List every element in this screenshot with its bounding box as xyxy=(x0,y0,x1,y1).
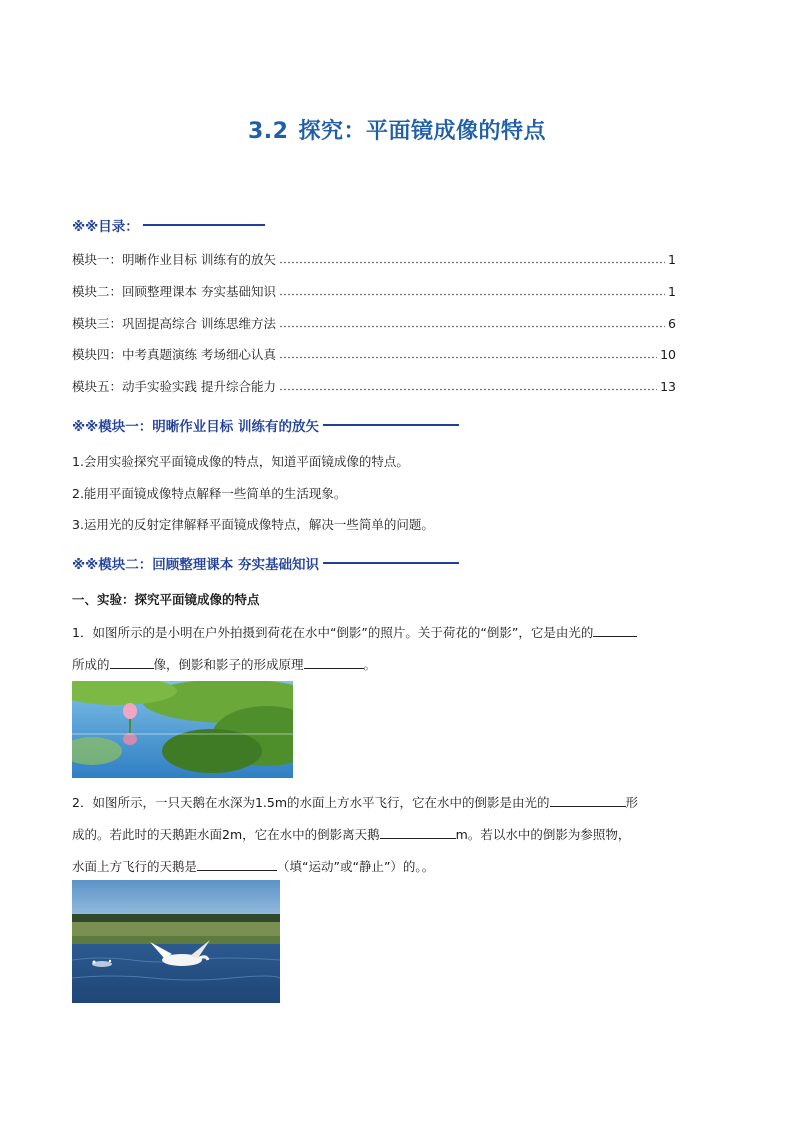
question-1-line-2 xyxy=(72,655,376,673)
toc-item-page: 1 xyxy=(668,283,676,299)
q1-text-1: 1．如图所示的是小明在户外拍摄到荷花在水中“倒影”的照片。关于荷花的“倒影”，它是由光的 xyxy=(72,625,594,640)
module2-heading-rule xyxy=(323,562,459,564)
swan-photo xyxy=(72,880,280,1003)
module2-heading xyxy=(72,553,459,573)
goal-1: 1.会用实验探究平面镜成像的特点，知道平面镜成像的特点。 xyxy=(72,454,409,469)
toc-item-3[interactable] xyxy=(72,314,676,332)
toc-item-5[interactable] xyxy=(72,377,676,395)
toc-item-label: 模块二：回顾整理课本 夯实基础知识 xyxy=(72,284,276,299)
toc-heading xyxy=(72,215,265,235)
q2-text-6: （填“运动”或“静止”）的。。 xyxy=(277,859,435,874)
q2-blank-2[interactable] xyxy=(380,826,456,839)
q2-blank-1[interactable] xyxy=(550,794,626,807)
toc-leader-dots xyxy=(279,325,665,328)
q2-text-5: 水面上方飞行的天鹅是 xyxy=(72,859,198,874)
toc-item-page: 13 xyxy=(660,378,676,394)
toc-leader-dots xyxy=(279,261,665,264)
toc-item-label: 模块四：中考真题演练 考场细心认真 xyxy=(72,347,276,362)
question-2-line-1 xyxy=(72,793,638,811)
swan-image xyxy=(72,880,280,1003)
goal-3: 3.运用光的反射定律解释平面镜成像特点，解决一些简单的问题。 xyxy=(72,517,434,532)
module1-heading-text: ※※模块一：明晰作业目标 训练有的放矢 xyxy=(72,419,319,435)
toc-item-4[interactable] xyxy=(72,345,676,363)
module2-heading-text: ※※模块二：回顾整理课本 夯实基础知识 xyxy=(72,557,319,573)
q1-text-4: 。 xyxy=(363,657,377,672)
question-2-line-2 xyxy=(72,825,630,843)
q2-text-1: 2．如图所示，一只天鹅在水深为1.5m的水面上方水平飞行，它在水中的倒影是由光的 xyxy=(72,795,550,810)
toc-item-2[interactable] xyxy=(72,282,676,300)
title-number: 3.2 xyxy=(248,119,289,144)
toc-item-1[interactable] xyxy=(72,250,676,268)
toc-leader-dots xyxy=(279,388,657,391)
toc-item-label: 模块三：巩固提高综合 训练思维方法 xyxy=(72,316,276,331)
q2-text-4: m。若以水中的倒影为参照物， xyxy=(455,827,631,842)
q1-blank-1[interactable] xyxy=(593,624,637,637)
toc-item-label: 模块一：明晰作业目标 训练有的放矢 xyxy=(72,252,276,267)
lotus-reflection-image xyxy=(72,681,293,778)
toc-heading-text: ※※目录： xyxy=(72,219,139,235)
toc-item-label: 模块五：动手实验实践 提升综合能力 xyxy=(72,379,276,394)
question-2-line-3 xyxy=(72,857,434,875)
lotus-reflection-photo xyxy=(72,681,293,778)
experiment-subheading: 一、实验：探究平面镜成像的特点 xyxy=(72,592,260,607)
toc-leader-dots xyxy=(279,293,665,296)
module1-heading xyxy=(72,415,459,435)
goal-2: 2.能用平面镜成像特点解释一些简单的生活现象。 xyxy=(72,486,347,501)
toc-item-page: 6 xyxy=(668,315,676,331)
toc-item-page: 10 xyxy=(660,346,676,362)
q2-text-2: 形 xyxy=(625,795,639,810)
q1-text-3: 像，倒影和影子的形成原理 xyxy=(153,657,304,672)
q1-blank-3[interactable] xyxy=(304,656,364,669)
module1-heading-rule xyxy=(323,424,459,426)
q1-text-2: 所成的 xyxy=(72,657,110,672)
toc-heading-rule xyxy=(143,224,265,226)
title-text: 探究：平面镜成像的特点 xyxy=(298,119,546,144)
q2-blank-3[interactable] xyxy=(197,858,277,871)
q1-blank-2[interactable] xyxy=(110,656,154,669)
toc-item-page: 1 xyxy=(668,251,676,267)
toc-leader-dots xyxy=(279,356,657,359)
page-title xyxy=(0,114,794,145)
question-1-line-1 xyxy=(72,623,637,641)
q2-text-3: 成的。若此时的天鹅距水面2m，它在水中的倒影离天鹅 xyxy=(72,827,380,842)
